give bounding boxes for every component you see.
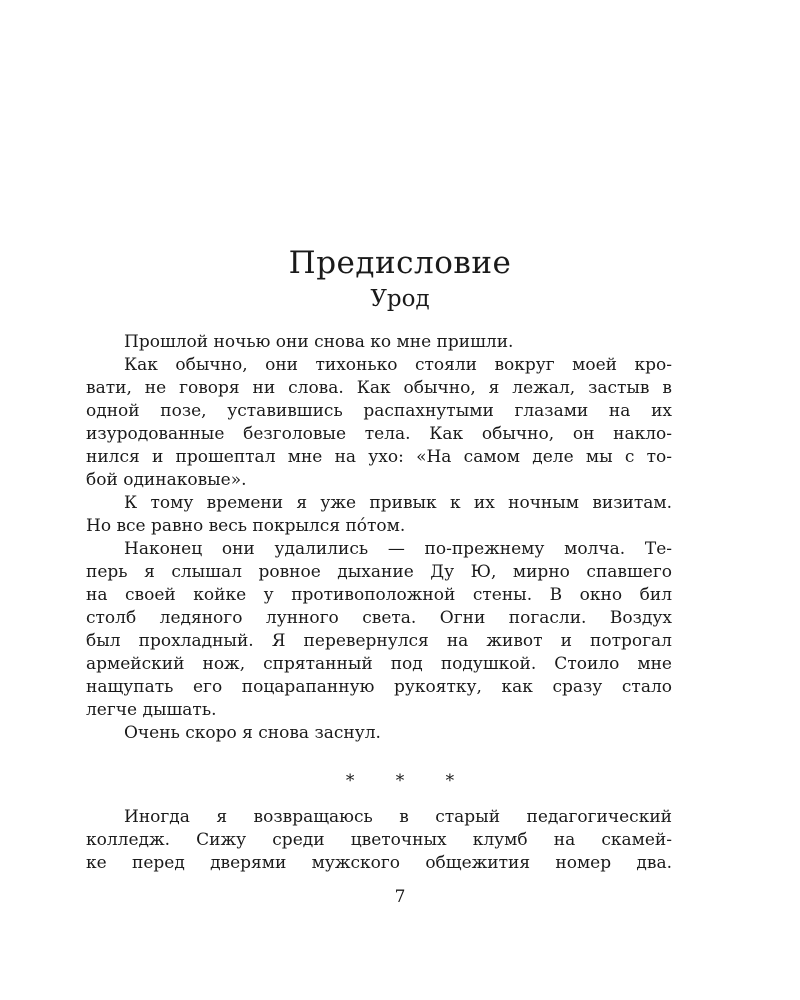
text-line: колледж. Сижу среди цветочных клумб на скамей-: [86, 830, 672, 850]
page-number: 7: [394, 887, 406, 907]
text-line: перь я слышал ровное дыхание Ду Ю, мирно спавшего: [86, 562, 672, 582]
body-text-section-2: [86, 806, 672, 875]
text-line: К тому времени я уже привык к их ночным визитам.: [124, 493, 672, 513]
chapter-title: Предисловие: [288, 245, 512, 281]
text-line: нился и прошептал мне на ухо: «На самом деле мы с то-: [86, 447, 672, 467]
text-line: вати, не говоря ни слова. Как обычно, я лежал, застыв в: [86, 378, 672, 398]
text-line: Как обычно, они тихонько стояли вокруг моей кро-: [124, 355, 672, 375]
text-line: столб ледяного лунного света. Огни погасли. Воздух: [86, 608, 672, 628]
text-line: нащупать его поцарапанную рукоятку, как сразу стало: [86, 677, 672, 697]
text-line: Но все равно весь покрылся пóтом.: [86, 516, 406, 536]
text-line: был прохладный. Я перевернулся на живот и потрогал: [86, 631, 672, 651]
body-text-section-1: [86, 331, 672, 745]
section-separator: * * *: [345, 771, 473, 791]
chapter-subtitle: Урод: [370, 286, 430, 312]
text-line: ке перед дверями мужского общежития номер два.: [86, 853, 672, 873]
text-line: Прошлой ночью они снова ко мне пришли.: [124, 332, 514, 352]
text-line: изуродованные безголовые тела. Как обычно, он накло-: [86, 424, 672, 444]
text-line: Наконец они удалились — по-прежнему молча. Те-: [124, 539, 672, 559]
text-line: Иногда я возвращаюсь в старый педагогический: [124, 807, 672, 827]
text-line: армейский нож, спрятанный под подушкой. Стоило мне: [86, 654, 672, 674]
text-line: Очень скоро я снова заснул.: [124, 723, 381, 743]
text-line: легче дышать.: [86, 700, 217, 720]
text-line: на своей койке у противоположной стены. В окно бил: [86, 585, 672, 605]
text-line: одной позе, уставившись распахнутыми глазами на их: [86, 401, 672, 421]
text-line: бой одинаковые».: [86, 470, 247, 490]
